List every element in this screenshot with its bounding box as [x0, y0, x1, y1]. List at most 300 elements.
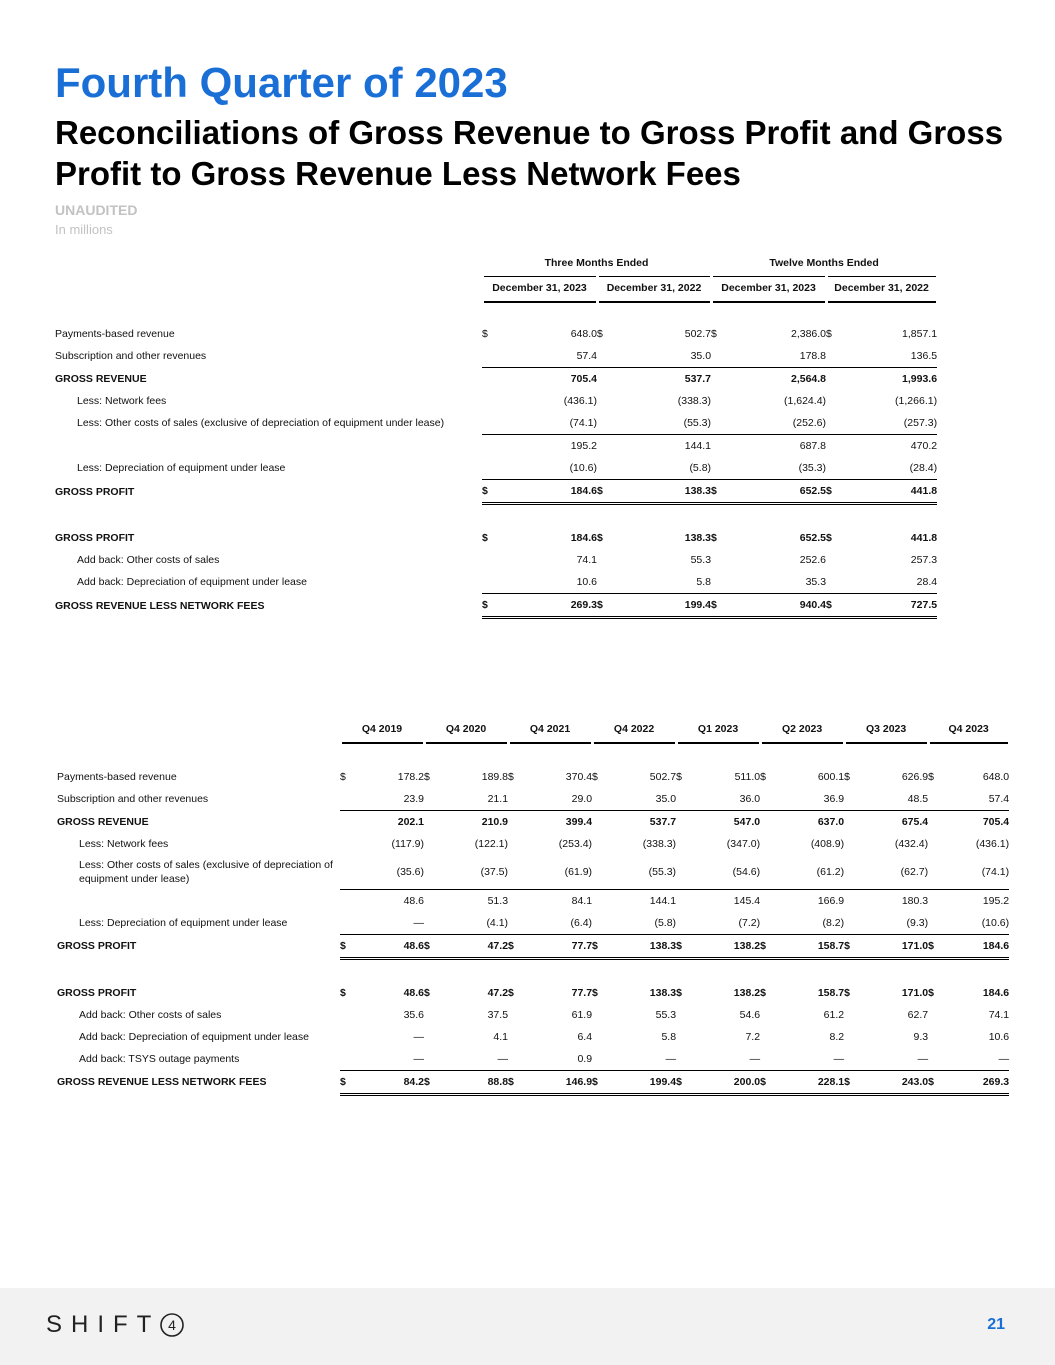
currency-symbol: $ [844, 934, 860, 958]
row-label [55, 435, 482, 458]
currency-symbol: $ [844, 986, 850, 999]
currency-symbol [597, 345, 613, 368]
cell-value: 47.2 [440, 934, 508, 958]
row-label: Less: Network fees [77, 395, 167, 407]
page-title: Fourth Quarter of 2023 [55, 59, 508, 106]
table-row [55, 390, 937, 412]
currency-symbol [424, 1026, 440, 1048]
cell-value: 10.6 [988, 1030, 1010, 1043]
currency-symbol [676, 1026, 692, 1048]
currency-symbol [760, 855, 776, 889]
column-header: Q4 2020 [424, 718, 508, 743]
currency-symbol: $ [676, 1070, 692, 1094]
row-label: GROSS PROFIT [55, 485, 135, 498]
currency-symbol [340, 912, 356, 935]
cell-value: 35.0 [613, 345, 711, 368]
currency-symbol [711, 345, 727, 368]
row-label: Add back: Other costs of sales [77, 554, 220, 566]
currency-symbol [592, 788, 608, 811]
logo-four-icon [160, 1313, 184, 1337]
currency-symbol [760, 833, 776, 855]
currency-symbol: $ [676, 986, 682, 999]
cell-value: 8.2 [829, 1030, 845, 1043]
cell-value: 84.1 [571, 894, 593, 907]
page-footer [0, 1288, 1055, 1365]
cell-value: 184.6 [944, 934, 1009, 958]
currency-symbol [844, 1026, 860, 1048]
cell-value: 166.9 [817, 894, 845, 907]
cell-value: (10.6) [498, 457, 597, 480]
currency-symbol [592, 1026, 608, 1048]
row-label: Payments-based revenue [57, 771, 177, 783]
currency-symbol: $ [424, 934, 440, 958]
cell-value: 171.0 [860, 934, 928, 958]
currency-symbol: $ [711, 532, 717, 544]
currency-symbol: $ [844, 1070, 860, 1094]
cell-value: 171.0 [901, 986, 929, 999]
currency-symbol [592, 1048, 608, 1071]
currency-symbol [592, 1004, 608, 1026]
row-label: Add back: TSYS outage payments [79, 1052, 240, 1065]
cell-value: (432.4) [894, 838, 929, 850]
cell-value: 5.8 [661, 1030, 677, 1043]
table-row [57, 1070, 1009, 1094]
currency-symbol [844, 889, 860, 912]
table-row [57, 982, 1009, 1004]
cell-value: 687.8 [799, 440, 827, 452]
cell-value: (35.3) [727, 457, 826, 480]
currency-symbol [760, 889, 776, 912]
currency-symbol: $ [508, 1070, 524, 1094]
currency-symbol: $ [508, 771, 514, 783]
currency-symbol [424, 788, 440, 811]
table-row [57, 811, 1009, 834]
cell-value: 370.4 [565, 771, 593, 783]
currency-symbol [826, 435, 842, 458]
cell-value: 77.7 [571, 986, 593, 999]
units-label: In millions [55, 222, 113, 237]
cell-value: 537.7 [684, 373, 712, 385]
column-header: December 31, 2023 [711, 277, 826, 303]
currency-symbol [340, 788, 356, 811]
currency-symbol: $ [424, 1070, 440, 1094]
cell-value: — [692, 1048, 760, 1071]
cell-value: 626.9 [901, 771, 929, 783]
cell-value: — [356, 912, 424, 935]
cell-value: 189.8 [481, 771, 509, 783]
cell-value: 184.6 [982, 986, 1010, 999]
cell-value: (74.1) [944, 855, 1009, 889]
cell-value: 470.2 [910, 440, 938, 452]
currency-symbol [597, 412, 613, 435]
row-label: Less: Depreciation of equipment under lease [79, 916, 288, 929]
cell-value: 51.3 [487, 894, 509, 907]
currency-symbol [760, 788, 776, 811]
cell-value: (436.1) [975, 838, 1010, 850]
cell-value: 146.9 [524, 1070, 592, 1094]
currency-symbol [597, 368, 613, 391]
currency-symbol [508, 811, 524, 834]
currency-symbol [928, 1048, 944, 1071]
currency-symbol [711, 390, 727, 412]
cell-value: 705.4 [570, 373, 597, 385]
currency-symbol: $ [592, 1070, 608, 1094]
cell-value: 637.0 [817, 816, 845, 828]
currency-symbol [482, 412, 498, 435]
cell-value: 138.3 [613, 480, 711, 504]
currency-symbol [711, 571, 727, 594]
cell-value: 35.0 [608, 788, 676, 811]
cell-value: 2,564.8 [790, 373, 827, 385]
group-header: Twelve Months Ended [711, 252, 937, 277]
unaudited-label: UNAUDITED [55, 202, 138, 218]
cell-value: (408.9) [810, 838, 845, 850]
currency-symbol [508, 889, 524, 912]
cell-value: 138.3 [649, 986, 677, 999]
row-label: Payments-based revenue [55, 328, 175, 340]
currency-symbol: $ [592, 771, 598, 783]
shift4-logo [46, 1310, 184, 1340]
currency-symbol [760, 1004, 776, 1026]
cell-value: (117.9) [391, 838, 425, 850]
cell-value: 37.5 [487, 1008, 509, 1021]
currency-symbol [826, 390, 842, 412]
table-row [57, 833, 1009, 855]
cell-value: 940.4 [727, 594, 826, 618]
currency-symbol [340, 855, 356, 889]
row-label: Add back: Depreciation of equipment under lease [77, 576, 307, 589]
cell-value: 252.6 [799, 554, 827, 566]
currency-symbol [826, 368, 842, 391]
row-label: GROSS PROFIT [57, 986, 137, 999]
currency-symbol [760, 912, 776, 935]
currency-symbol [340, 1048, 356, 1071]
cell-value: 195.2 [570, 440, 597, 452]
cell-value: 74.1 [576, 554, 597, 566]
currency-symbol: $ [482, 594, 498, 618]
cell-value: (8.2) [776, 912, 844, 935]
currency-symbol [482, 345, 498, 368]
currency-symbol [508, 1004, 524, 1026]
cell-value: 600.1 [817, 771, 845, 783]
column-header: Q4 2023 [928, 718, 1009, 743]
currency-symbol: $ [928, 986, 934, 999]
currency-symbol: $ [711, 480, 727, 504]
currency-symbol [592, 889, 608, 912]
cell-value: 48.6 [403, 986, 425, 999]
cell-value: 202.1 [397, 816, 425, 828]
cell-value: 652.5 [799, 532, 827, 544]
cell-value: 441.8 [910, 532, 938, 544]
cell-value: (253.4) [558, 838, 593, 850]
currency-symbol: $ [482, 532, 488, 544]
cell-value: — [776, 1048, 844, 1071]
cell-value: (436.1) [563, 395, 597, 407]
table-row [55, 323, 937, 345]
cell-value: 36.9 [776, 788, 844, 811]
cell-value: 199.4 [608, 1070, 676, 1094]
table-row [55, 594, 937, 618]
cell-value: 145.4 [733, 894, 761, 907]
currency-symbol [826, 549, 842, 571]
currency-symbol [676, 1048, 692, 1071]
currency-symbol: $ [482, 480, 498, 504]
table-row [55, 435, 937, 458]
cell-value: 84.2 [356, 1070, 424, 1094]
currency-symbol [508, 855, 524, 889]
cell-value: 48.6 [356, 934, 424, 958]
currency-symbol [424, 855, 440, 889]
table-row [57, 889, 1009, 912]
row-label: Less: Other costs of sales (exclusive of depreciation of equipment under lease) [79, 859, 333, 885]
cell-value: (347.0) [726, 838, 761, 850]
currency-symbol: $ [676, 934, 692, 958]
column-header: Q4 2019 [340, 718, 424, 743]
currency-symbol [676, 1004, 692, 1026]
table-row [57, 934, 1009, 958]
currency-symbol [340, 1004, 356, 1026]
table-row [55, 527, 937, 549]
table-row [57, 788, 1009, 811]
currency-symbol [844, 788, 860, 811]
currency-symbol: $ [760, 1070, 776, 1094]
currency-symbol [424, 811, 440, 834]
cell-value: 61.2 [823, 1008, 845, 1021]
cell-value: 648.0 [570, 328, 597, 340]
row-label: GROSS REVENUE [57, 815, 149, 828]
currency-symbol [508, 912, 524, 935]
row-label [57, 889, 340, 912]
row-label: GROSS PROFIT [55, 532, 135, 544]
currency-symbol [482, 457, 498, 480]
cell-value: 648.0 [982, 771, 1010, 783]
cell-value: 36.0 [692, 788, 760, 811]
cell-value: 6.4 [577, 1030, 593, 1043]
cell-value: (55.3) [608, 855, 676, 889]
cell-value: (1,266.1) [895, 395, 938, 407]
cell-value: 184.6 [498, 480, 597, 504]
cell-value: 144.1 [684, 440, 712, 452]
cell-value: 180.3 [901, 894, 929, 907]
column-header: Q4 2021 [508, 718, 592, 743]
cell-value: 199.4 [613, 594, 711, 618]
currency-symbol: $ [928, 934, 944, 958]
cell-value: (35.6) [356, 855, 424, 889]
currency-symbol: $ [826, 594, 842, 618]
cell-value: (55.3) [613, 412, 711, 435]
cell-value: 47.2 [487, 986, 509, 999]
currency-symbol: $ [826, 532, 832, 544]
column-header: December 31, 2022 [597, 277, 711, 303]
cell-value: (54.6) [692, 855, 760, 889]
currency-symbol: $ [592, 986, 598, 999]
currency-symbol [826, 457, 842, 480]
table-row [55, 345, 937, 368]
cell-value: (338.3) [677, 395, 712, 407]
cell-value: 55.3 [655, 1008, 677, 1021]
currency-symbol: $ [844, 771, 850, 783]
currency-symbol: $ [928, 1070, 944, 1094]
column-header-row [57, 718, 1009, 743]
currency-symbol [340, 811, 356, 834]
cell-value: 136.5 [842, 345, 937, 368]
cell-value: 441.8 [842, 480, 937, 504]
cell-value: 28.4 [842, 571, 937, 594]
currency-symbol [424, 833, 440, 855]
currency-symbol [340, 889, 356, 912]
cell-value: — [413, 1030, 425, 1043]
cell-value: — [608, 1048, 676, 1071]
page-number: 21 [987, 1316, 1005, 1333]
currency-symbol [844, 833, 860, 855]
group-header: Three Months Ended [482, 252, 711, 277]
currency-symbol [597, 457, 613, 480]
table-row [57, 1004, 1009, 1026]
cell-value: 29.0 [524, 788, 592, 811]
row-label: GROSS REVENUE LESS NETWORK FEES [57, 1076, 267, 1088]
cell-value: 178.2 [397, 771, 425, 783]
cell-value: 138.3 [684, 532, 712, 544]
group-header-row [55, 252, 937, 277]
cell-value: — [356, 1048, 424, 1071]
cell-value: (1,624.4) [784, 395, 827, 407]
currency-symbol [482, 435, 498, 458]
currency-symbol [676, 811, 692, 834]
cell-value: (122.1) [474, 838, 509, 850]
column-header: December 31, 2022 [826, 277, 937, 303]
currency-symbol [597, 571, 613, 594]
cell-value: 200.0 [692, 1070, 760, 1094]
currency-symbol [928, 811, 944, 834]
table-row [55, 457, 937, 480]
table-row [57, 766, 1009, 788]
currency-symbol: $ [508, 986, 514, 999]
currency-symbol [340, 833, 356, 855]
cell-value: 2,386.0 [790, 328, 827, 340]
currency-symbol: $ [482, 328, 488, 340]
cell-value: — [440, 1048, 508, 1071]
column-header: Q1 2023 [676, 718, 760, 743]
currency-symbol: $ [760, 934, 776, 958]
row-label: GROSS PROFIT [57, 940, 137, 952]
cell-value: 195.2 [982, 894, 1010, 907]
cell-value: 511.0 [734, 771, 761, 783]
currency-symbol [928, 1026, 944, 1048]
currency-symbol [592, 912, 608, 935]
table-row [57, 855, 1009, 889]
currency-symbol [676, 788, 692, 811]
currency-symbol [844, 1004, 860, 1026]
table-row [57, 1048, 1009, 1071]
cell-value: 138.2 [692, 934, 760, 958]
currency-symbol: $ [597, 328, 603, 340]
currency-symbol: $ [424, 986, 430, 999]
currency-symbol [760, 811, 776, 834]
page-subtitle: Reconciliations of Gross Revenue to Gross Profit and Gross Profit to Gross Revenue Less Network Fees [55, 114, 1004, 192]
cell-value: 35.6 [403, 1008, 425, 1021]
cell-value: 158.7 [776, 934, 844, 958]
column-header: Q2 2023 [760, 718, 844, 743]
currency-symbol [592, 855, 608, 889]
cell-value: 210.9 [481, 816, 509, 828]
currency-symbol [676, 833, 692, 855]
currency-symbol: $ [760, 986, 766, 999]
currency-symbol: $ [826, 328, 832, 340]
cell-value: (37.5) [440, 855, 508, 889]
cell-value: 77.7 [524, 934, 592, 958]
currency-symbol: $ [826, 480, 842, 504]
cell-value: 1,993.6 [902, 373, 938, 385]
cell-value: 61.9 [571, 1008, 593, 1021]
cell-value: 55.3 [690, 554, 712, 566]
column-header: Q3 2023 [844, 718, 928, 743]
currency-symbol: $ [340, 934, 356, 958]
currency-symbol [592, 811, 608, 834]
row-label: GROSS REVENUE [55, 372, 147, 385]
cell-value: 158.7 [817, 986, 845, 999]
table-row [55, 480, 937, 504]
currency-symbol: $ [340, 771, 346, 783]
currency-symbol [424, 912, 440, 935]
cell-value: 502.7 [649, 771, 677, 783]
currency-symbol [508, 788, 524, 811]
cell-value: (252.6) [727, 412, 826, 435]
currency-symbol [508, 1026, 524, 1048]
cell-value: (7.2) [692, 912, 760, 935]
cell-value: 537.7 [649, 816, 677, 828]
cell-value: 269.3 [944, 1070, 1009, 1094]
currency-symbol [676, 889, 692, 912]
currency-symbol: $ [711, 328, 717, 340]
cell-value: (6.4) [524, 912, 592, 935]
currency-symbol [676, 912, 692, 935]
cell-value: 269.3 [498, 594, 597, 618]
cell-value: 243.0 [860, 1070, 928, 1094]
currency-symbol [711, 368, 727, 391]
currency-symbol: $ [340, 986, 346, 999]
table-row [55, 549, 937, 571]
cell-value: 10.6 [498, 571, 597, 594]
table-row [55, 571, 937, 594]
currency-symbol [508, 833, 524, 855]
cell-value: 35.3 [727, 571, 826, 594]
table-row [57, 912, 1009, 935]
currency-symbol [711, 457, 727, 480]
currency-symbol [928, 833, 944, 855]
currency-symbol [826, 571, 842, 594]
cell-value: 184.6 [570, 532, 597, 544]
currency-symbol [928, 855, 944, 889]
cell-value: 9.3 [913, 1030, 929, 1043]
table-row [55, 412, 937, 435]
cell-value: (5.8) [608, 912, 676, 935]
currency-symbol [597, 549, 613, 571]
cell-value: 652.5 [727, 480, 826, 504]
cell-value: 257.3 [910, 554, 938, 566]
currency-symbol [482, 368, 498, 391]
cell-value: 21.1 [440, 788, 508, 811]
cell-value: 144.1 [649, 894, 677, 907]
currency-symbol [844, 855, 860, 889]
currency-symbol [597, 435, 613, 458]
row-label: Less: Network fees [79, 838, 169, 850]
currency-symbol [424, 1048, 440, 1071]
cell-value: 74.1 [988, 1008, 1010, 1021]
cell-value: 48.6 [403, 894, 425, 907]
table-row [57, 1026, 1009, 1048]
currency-symbol [340, 1026, 356, 1048]
cell-value: 5.8 [613, 571, 711, 594]
